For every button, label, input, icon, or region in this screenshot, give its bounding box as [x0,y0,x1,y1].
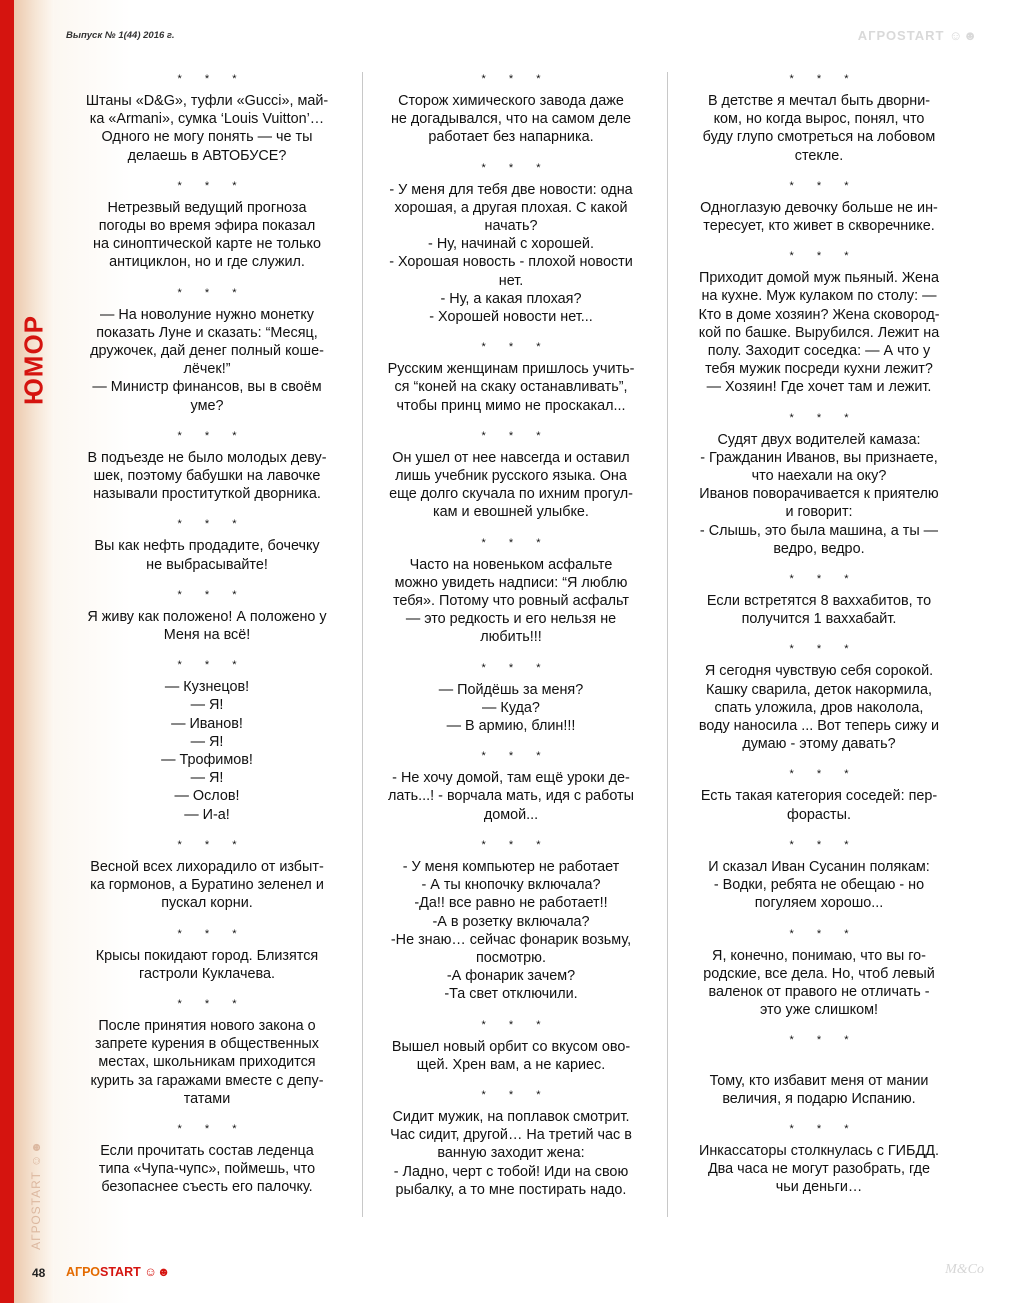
joke-separator: * * * [789,179,859,192]
joke-item [674,761,964,823]
joke-text: Инкассаторы столкнулась с ГИБДД. Два часа не могут разобрать, где чьи деньги… [699,1142,939,1196]
side-band [14,0,54,1303]
joke-item [674,173,964,235]
joke-item [674,1116,964,1197]
joke-text: Сторож химического завода даже не догадывался, что на самом деле работает без напарника. [390,93,632,146]
joke-item [62,66,352,165]
joke-text: Тому, кто избавит меня от мании величия, я подарю Испанию. [709,1072,929,1107]
joke-separator: * * * [481,161,551,174]
section-color-bar [0,0,14,1303]
joke-separator: * * * [789,768,859,781]
joke-item [62,173,352,272]
joke-separator: * * * [789,573,859,586]
section-title: ЮМОР [18,314,49,406]
joke-item [366,655,656,736]
joke-text: Вышел новый орбит со вкусом ово- щей. Хрен вам, а не кариес. [391,1038,631,1073]
joke-text: Русским женщинам пришлось учить- ся “коней на скаку останавливать”, чтобы принц мимо не проскакал... [387,361,635,414]
joke-text: — На новолуние нужно монетку показать Луне и сказать: “Месяц, дружочек, дай денег полный коше- лёчек!” — Министр финансов, вы в своём уме? [90,306,324,414]
joke-item [366,530,656,647]
joke-text: Если встретятся 8 ваххабитов, то получится 1 ваххабайт. [706,593,932,628]
joke-text: После принятия нового закона о запрете курения в общественных местах, школьникам приходится курить за гаражами вместе с депу- татами [90,1017,324,1107]
joke-text: — Пойдёшь за меня? — Куда? — В армию, блин!!! [438,681,584,735]
joke-text: В детстве я мечтал быть дворни- ком, но когда вырос, понял, что буду глупо смотреться на лобовом стекле. [702,93,936,164]
joke-text: - Не хочу домой, там ещё уроки де- лать...! - ворчала мать, идя с работы домой... [388,770,634,823]
joke-text: И сказал Иван Сусанин полякам: - Водки, ребята не обещаю - но погуляем хорошо... [708,858,930,912]
joke-item [62,511,352,573]
footer-logo [66,1265,170,1279]
joke-text: — Кузнецов! — Я! — Иванов! — Я! — Трофимов! — Я! — Ослов! — И-а! [161,679,253,823]
joke-item [674,921,964,1020]
joke-separator: * * * [481,429,551,442]
joke-item [674,636,964,753]
joke-item [366,832,656,1004]
joke-item [62,280,352,415]
header-brand-watermark: АГРОSTART ☺☻ [857,28,978,43]
joke-item [62,921,352,983]
joke-separator: * * * [481,1088,551,1101]
column-divider [362,72,363,1217]
joke-text: Я, конечно, понимаю, что вы го- родские, все дела. Но, чтоб левый валенок от правого не отличать - это уже слишком! [703,947,935,1019]
joke-item [366,743,656,824]
joke-text: В подъезде не было молодых деву- шек, поэтому бабушки на лавочке называли проституткой дворника. [87,449,327,503]
joke-item [366,423,656,522]
joke-text: Приходит домой муж пьяный. Жена на кухне. Муж кулаком по столу: — Кто в доме хозяин? Жена сковород- кой по башке. Вырубился. Лежит на полу. Заходит соседка: — А что у тебя мужик посреди кухни лежит? — Хозяин! Где хочет там и лежит. [698,270,940,396]
joke-separator: * * * [789,838,859,851]
joke-item [674,832,964,913]
joke-item [62,1116,352,1197]
joke-text: Есть такая категория соседей: пер- форасты. [700,788,938,823]
joke-separator: * * * [481,750,551,763]
joke-item [674,405,964,558]
joke-text: Сидит мужик, на поплавок смотрит. Час сидит, другой… На третий час в ванную заходит жена: - Ладно, черт с тобой! Иди на свою рыбалку, а то мне постирать надо. [390,1108,632,1198]
joke-text: Нетрезвый ведущий прогноза погоды во время эфира показал на синоптической карте не только антициклон, но и где служил. [93,199,321,271]
joke-text: Штаны «D&G», туфли «Gucci», май- ка «Armani», сумка ‘Louis Vuitton’… Одного не могу понять — че ты делаешь в АВТОБУСЕ? [85,93,329,164]
issue-number: Выпуск № 1(44) 2016 г. [66,30,175,41]
joke-item [366,1012,656,1074]
joke-item [366,1082,656,1199]
joke-item [674,566,964,628]
footer-logo-part-1: АГРО [66,1265,101,1279]
joke-separator: * * * [481,341,551,354]
joke-text: Я живу как положено! А положено у Меня на всё! [87,608,327,644]
joke-item [62,991,352,1108]
joke-separator: * * * [789,73,859,85]
joke-text: Я сегодня чувствую себя сорокой. Кашку сварила, деток накормила, спать уложила, дров наколола, воду наносила ... Вот теперь сижу и думаю - этому давать? [698,663,940,753]
joke-item [62,423,352,504]
joke-text: Одноглазую девочку больше не ин- тересует, кто живет в скворечнике. [700,199,938,235]
joke-separator: * * * [177,588,247,601]
joke-text: Весной всех лихорадило от избыт- ка гормонов, а Буратино зеленел и пускал корни. [90,858,324,912]
joke-separator: * * * [789,1122,859,1135]
joke-separator: * * * [481,73,551,85]
joke-separator: * * * [789,1034,859,1047]
joke-separator: * * * [789,927,859,940]
joke-separator: * * * [177,179,247,192]
joke-item [674,66,964,165]
joke-separator: * * * [481,1018,551,1031]
joke-separator: * * * [177,429,247,442]
joke-item [62,582,352,644]
side-brand-watermark: АГРОSTART ☺☻ [29,1140,43,1250]
joke-text: Вы как нефть продадите, бочечку не выбрасывайте! [94,538,320,573]
joke-separator: * * * [789,250,859,263]
joke-column-2 [366,66,656,1207]
joke-text: Часто на новеньком асфальте можно увидеть надписи: “Я люблю тебя». Потому что ровный асфальт — это редкость и его нельзя не любить!!! [392,556,629,646]
joke-item [366,66,656,147]
joke-text: - У меня для тебя две новости: одна хорошая, а другая плохая. С какой начать? - Ну, начинай с хорошей. - Хорошая новость - плохой новости нет. - Ну, а какая плохая? - Хорошей новости нет... [389,181,633,326]
joke-column-1 [62,66,352,1205]
joke-separator: * * * [177,927,247,940]
joke-text: Если прочитать состав леденца типа «Чупа-чупс», поймешь, что безопаснее съесть его палочку. [98,1142,316,1196]
joke-separator: * * * [177,838,247,851]
joke-item [62,652,352,824]
joke-separator: * * * [789,643,859,656]
footer-logo-part-2: START ☺☻ [100,1265,171,1279]
joke-column-3 [674,66,964,1205]
joke-separator: * * * [177,997,247,1010]
joke-separator: * * * [177,518,247,531]
joke-separator: * * * [789,411,859,424]
joke-text: Он ушел от нее навсегда и оставил лишь учебник русского языка. Она еще долго скучала по ихним прогул- кам и евошней улыбке. [389,449,633,521]
joke-separator: * * * [177,659,247,672]
joke-separator: * * * [177,1122,247,1135]
joke-item [366,155,656,327]
joke-separator: * * * [481,838,551,851]
joke-item [674,1027,964,1108]
joke-item [62,832,352,913]
joke-item [366,334,656,415]
joke-text: Крысы покидают город. Близятся гастроли Куклачева. [95,947,319,982]
joke-separator: * * * [481,536,551,549]
joke-text: Судят двух водителей камаза: - Гражданин Иванов, вы признаете, что наехали на оку? Иванов поворачивается к приятелю и говорит: - Слышь, это была машина, а ты — ведро, ведро. [699,431,939,557]
joke-separator: * * * [481,661,551,674]
page-number: 48 [32,1266,46,1280]
joke-separator: * * * [177,73,247,85]
column-divider [667,72,668,1217]
joke-text: - У меня компьютер не работает - А ты кнопочку включала? -Да!! все равно не работает!! -А в розетку включала? -Не знаю… сейчас фонарик возьму, посмотрю. -А фонарик зачем? -Та свет отключили. [390,858,632,1003]
signature-watermark: M&Co [945,1262,984,1277]
joke-item [674,243,964,396]
joke-separator: * * * [177,286,247,299]
